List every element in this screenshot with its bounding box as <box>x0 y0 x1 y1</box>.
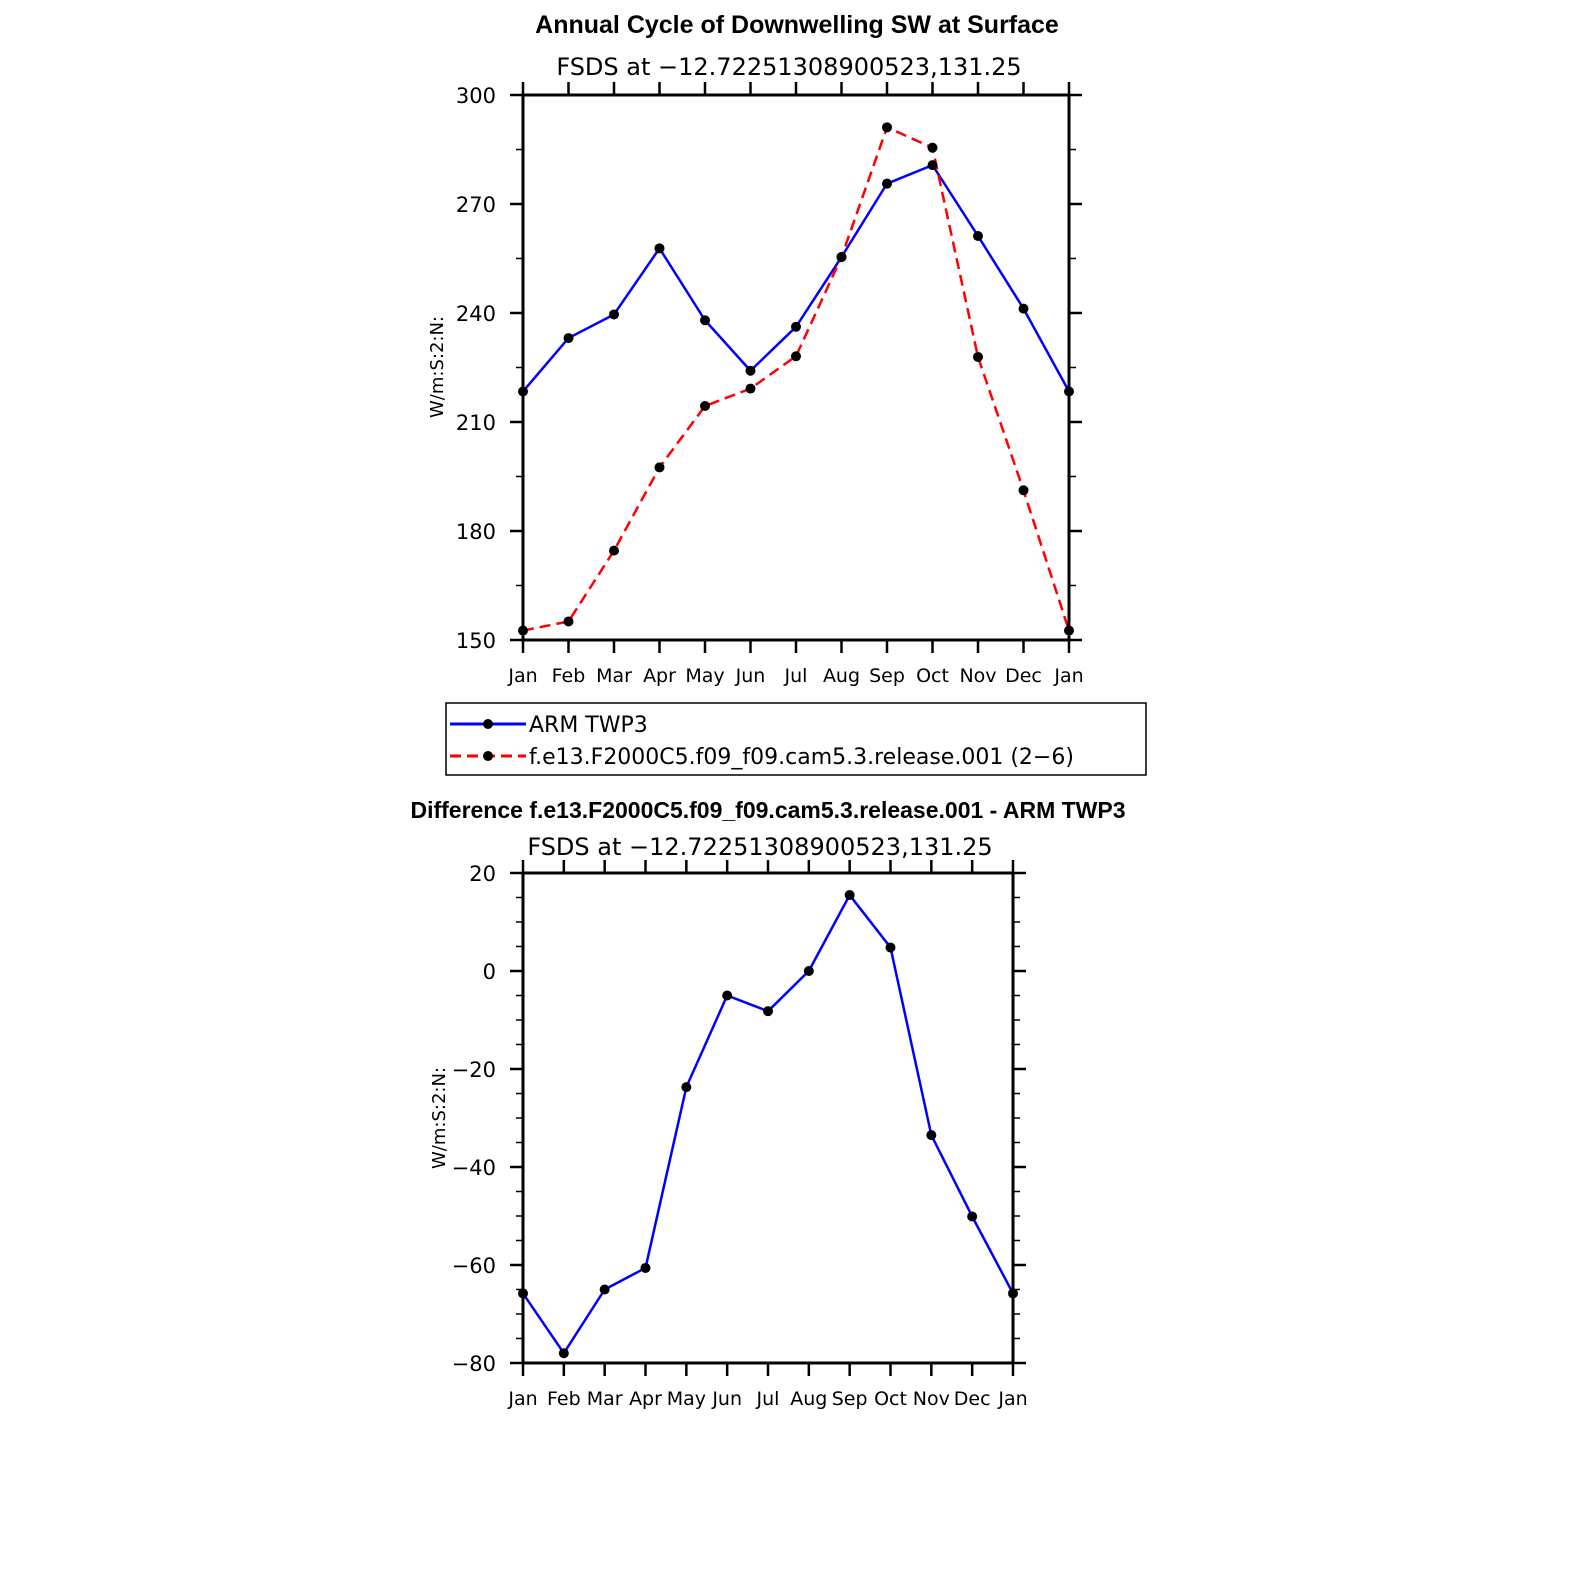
x-tick-label: Dec <box>953 1388 991 1410</box>
x-tick-label: Nov <box>959 665 997 687</box>
x-tick-label: Oct <box>916 665 949 687</box>
y-tick-label: 0 <box>482 960 496 984</box>
x-tick-label: Nov <box>912 1388 950 1410</box>
legend-label-arm: ARM TWP3 <box>529 713 648 738</box>
y-tick-label: −80 <box>451 1352 496 1376</box>
data-point <box>655 243 665 253</box>
y-tick-label: 180 <box>455 520 496 544</box>
plot-frame <box>523 95 1069 640</box>
x-tick-label: Feb <box>551 665 586 687</box>
axes-and-ticks <box>456 82 1084 687</box>
data-point <box>973 352 983 362</box>
y-axis-label: W/m:S:2:N: <box>427 316 448 418</box>
y-tick-label: 270 <box>455 193 496 217</box>
data-point <box>1019 485 1029 495</box>
y-tick-label: −20 <box>451 1058 496 1082</box>
data-point <box>837 252 847 262</box>
data-point <box>600 1285 610 1295</box>
data-point <box>882 122 892 132</box>
series-lines <box>523 895 1013 1353</box>
data-point <box>967 1211 977 1221</box>
x-tick-label: Aug <box>790 1388 828 1410</box>
x-tick-label: Oct <box>874 1388 907 1410</box>
data-point <box>564 333 574 343</box>
y-tick-label: 210 <box>455 411 496 435</box>
data-point <box>882 179 892 189</box>
data-point <box>1019 304 1029 314</box>
data-point <box>928 143 938 153</box>
chart-subtitle: FSDS at −12.72251308900523,131.25 <box>527 833 993 861</box>
series-line-1 <box>523 127 1069 630</box>
x-tick-label: Mar <box>586 1388 623 1410</box>
data-point <box>609 546 619 556</box>
plot-frame <box>523 873 1013 1363</box>
data-point <box>641 1263 651 1273</box>
y-tick-label: −60 <box>451 1254 496 1278</box>
data-point <box>700 401 710 411</box>
series-line-0 <box>523 895 1013 1353</box>
data-point <box>746 384 756 394</box>
y-tick-label: −40 <box>451 1156 496 1180</box>
data-point <box>746 366 756 376</box>
x-tick-label: Jan <box>508 665 538 687</box>
y-axis-label: W/m:S:2:N: <box>429 1067 450 1169</box>
data-point <box>845 890 855 900</box>
data-point <box>564 616 574 626</box>
data-point <box>926 1130 936 1140</box>
y-tick-label: 150 <box>455 629 496 653</box>
chart-title: Difference f.e13.F2000C5.f09_f09.cam5.3.release.001 - ARM TWP3 <box>410 797 1126 823</box>
x-tick-label: Sep <box>869 665 905 687</box>
y-tick-label: 300 <box>455 84 496 108</box>
y-tick-label: 20 <box>469 862 496 886</box>
difference-chart <box>410 797 1125 1410</box>
legend <box>446 703 1146 775</box>
data-point <box>928 160 938 170</box>
data-point <box>559 1348 569 1358</box>
annual-cycle-chart <box>427 11 1084 687</box>
x-tick-label: Mar <box>596 665 632 687</box>
chart-title: Annual Cycle of Downwelling SW at Surface <box>535 11 1059 39</box>
data-point <box>886 942 896 952</box>
x-tick-label: Dec <box>1005 665 1042 687</box>
legend-marker-model <box>483 751 493 761</box>
axes-and-ticks <box>452 860 1028 1410</box>
x-tick-label: Jan <box>508 1388 538 1410</box>
x-tick-label: Jan <box>1054 665 1084 687</box>
x-tick-label: Feb <box>547 1388 581 1410</box>
x-tick-label: Jun <box>735 665 766 687</box>
x-tick-label: Sep <box>831 1388 868 1410</box>
x-tick-label: Aug <box>822 665 861 687</box>
x-tick-label: Apr <box>629 1388 662 1410</box>
data-point <box>655 462 665 472</box>
data-point <box>791 322 801 332</box>
series-points <box>518 122 1074 635</box>
chart-subtitle: FSDS at −12.72251308900523,131.25 <box>556 53 1022 81</box>
data-point <box>763 1006 773 1016</box>
x-tick-label: Jul <box>756 1388 780 1410</box>
data-point <box>804 966 814 976</box>
data-point <box>791 351 801 361</box>
series-points <box>518 890 1018 1358</box>
x-tick-label: Apr <box>643 665 676 687</box>
data-point <box>609 309 619 319</box>
data-point <box>700 315 710 325</box>
legend-marker-arm <box>483 719 493 729</box>
x-tick-label: Jul <box>784 665 808 687</box>
series-lines <box>523 127 1069 630</box>
y-tick-label: 240 <box>455 302 496 326</box>
data-point <box>973 231 983 241</box>
x-tick-label: May <box>666 1388 706 1410</box>
legend-label-model: f.e13.F2000C5.f09_f09.cam5.3.release.001 (2−6) <box>529 745 1074 770</box>
x-tick-label: Jan <box>998 1388 1028 1410</box>
x-tick-label: Jun <box>712 1388 743 1410</box>
data-point <box>722 991 732 1001</box>
x-tick-label: May <box>685 665 725 687</box>
data-point <box>681 1082 691 1092</box>
